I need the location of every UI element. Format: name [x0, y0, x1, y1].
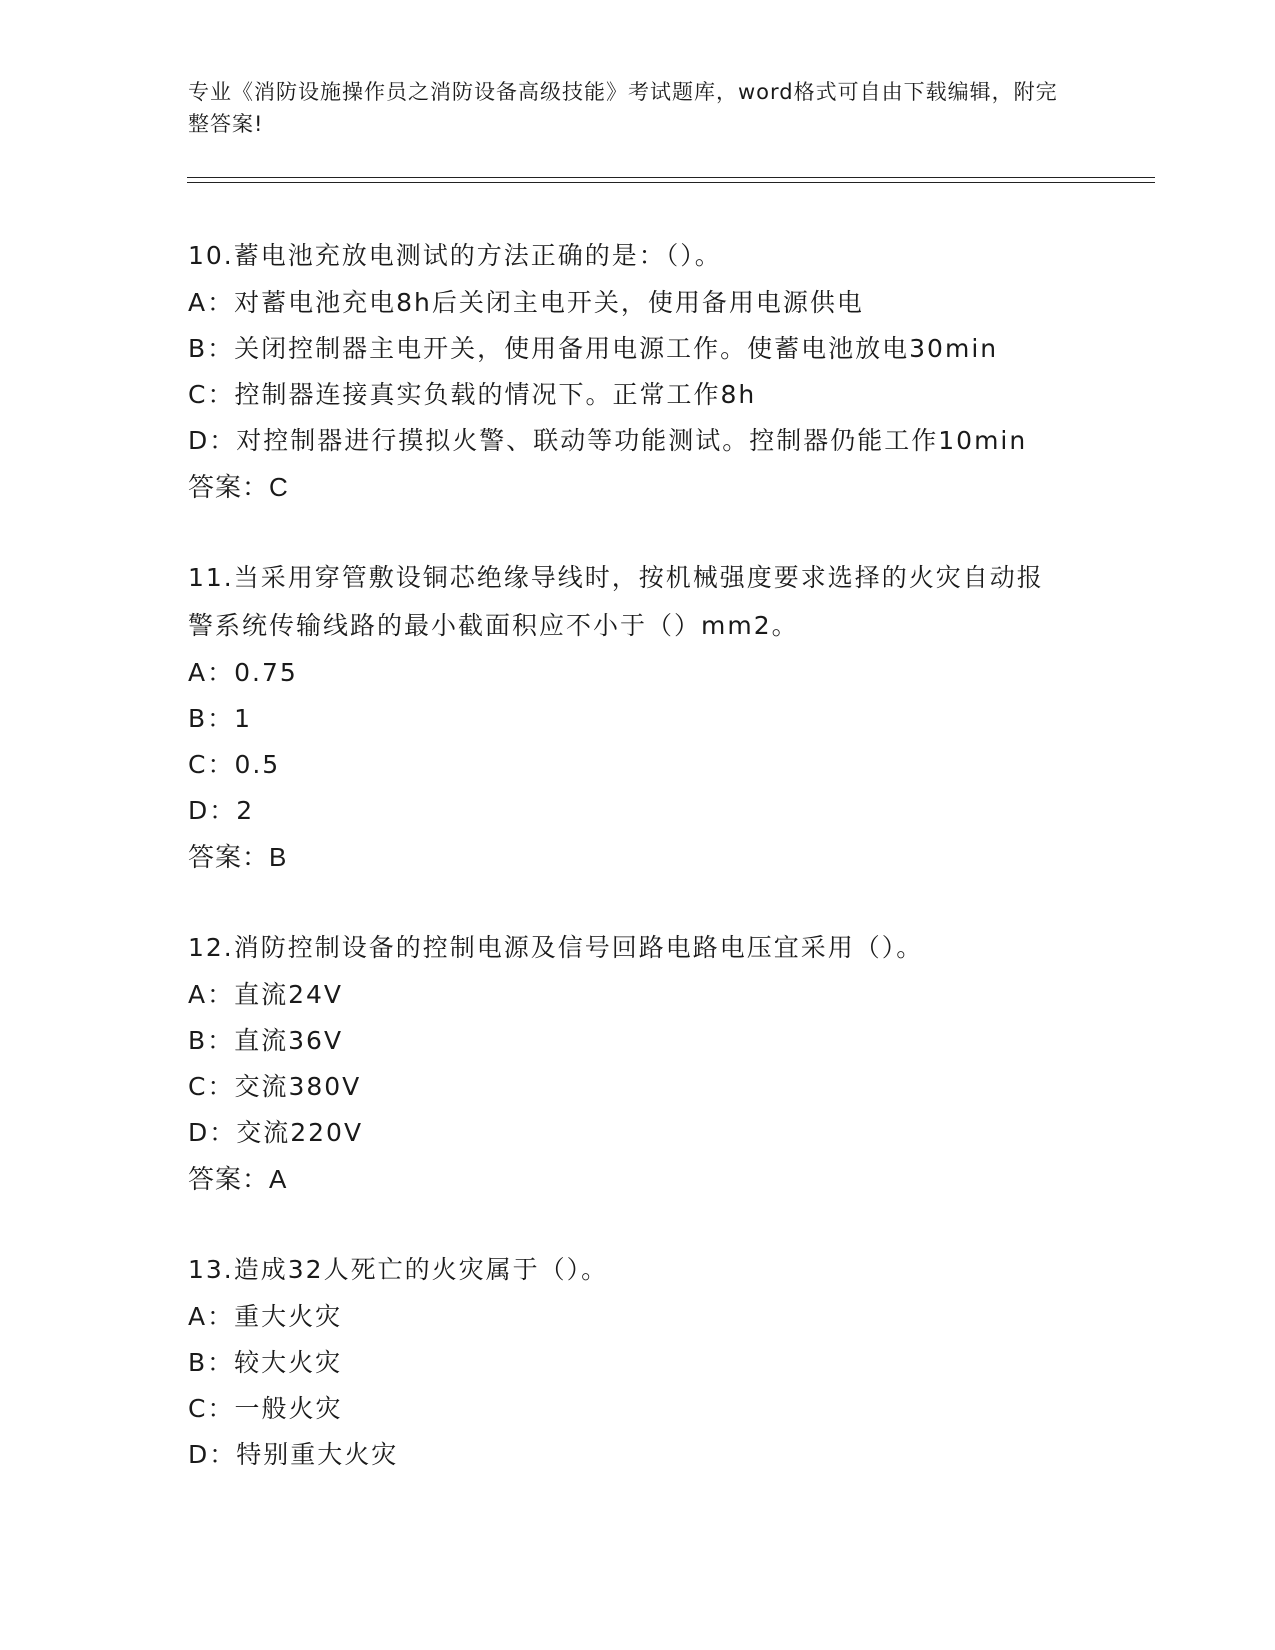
option-a: A：直流24V: [188, 980, 344, 1009]
option-a: A：对蓄电池充电8h后关闭主电开关，使用备用电源供电: [188, 288, 864, 317]
header-divider-bottom: [187, 182, 1155, 183]
question-12: [188, 924, 1148, 1202]
option-d: D：对控制器进行摸拟火警、联动等功能测试。控制器仍能工作10min: [188, 426, 1028, 455]
option-c: C：一般火灾: [188, 1394, 343, 1423]
question-13: [188, 1246, 1148, 1478]
question-stem: 10.蓄电池充放电测试的方法正确的是：（）。: [188, 241, 722, 270]
question-list: [188, 232, 1148, 1478]
option-d: D：特别重大火灾: [188, 1440, 399, 1469]
option-a: A：重大火灾: [188, 1302, 343, 1331]
option-d: D：交流220V: [188, 1118, 364, 1147]
option-b: B：1: [188, 704, 253, 733]
option-c: C：0.5: [188, 750, 281, 779]
question-spacer: [188, 510, 1148, 554]
question-11: [188, 554, 1148, 880]
answer-line: 答案：A: [188, 1164, 288, 1194]
question-spacer: [188, 1202, 1148, 1246]
option-b: B：直流36V: [188, 1026, 344, 1055]
question-stem: 13.造成32人死亡的火灾属于（）。: [188, 1255, 609, 1284]
option-c: C：控制器连接真实负载的情况下。正常工作8h: [188, 380, 757, 409]
option-d: D：2: [188, 796, 255, 825]
option-b: B：关闭控制器主电开关，使用备用电源工作。使蓄电池放电30min: [188, 334, 999, 363]
answer-line: 答案：B: [188, 842, 288, 872]
question-stem: 12.消防控制设备的控制电源及信号回路电路电压宜采用（）。: [188, 933, 924, 962]
question-stem: 11.当采用穿管敷设铜芯绝缘导线时，按机械强度要求选择的火灾自动报警系统传输线路的最小截面积应不小于（）mm2。: [188, 563, 1044, 640]
question-10: [188, 232, 1148, 510]
option-b: B：较大火灾: [188, 1348, 343, 1377]
option-c: C：交流380V: [188, 1072, 362, 1101]
answer-line: 答案：C: [188, 472, 289, 502]
option-a: A：0.75: [188, 658, 298, 687]
header-divider-top: [187, 177, 1155, 178]
question-spacer: [188, 880, 1148, 924]
document-header: 专业《消防设施操作员之消防设备高级技能》考试题库，word格式可自由下载编辑，附完整答案!: [188, 80, 1058, 136]
